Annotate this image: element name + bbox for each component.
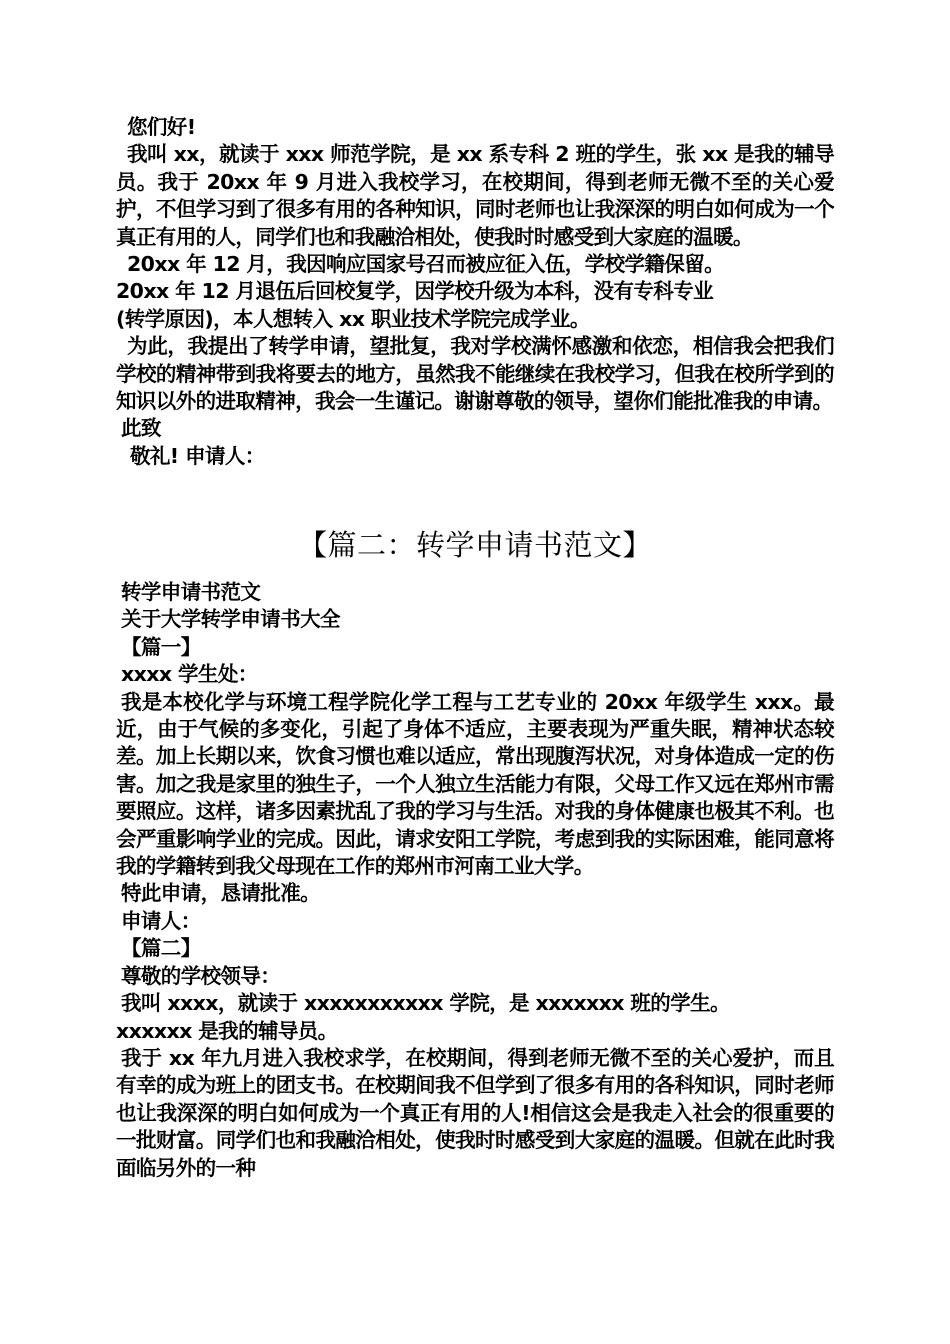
paragraph-enlistment-line-1: 20xx 年 12 月，我因响应国家号召而被应征入伍，学校学籍保留。 bbox=[127, 252, 725, 277]
paragraph-intro: 我叫 xx，就读于 xxx 师范学院，是 xx 系专科 2 班的学生，张 xx 是我的辅导员。我于 20xx 年 9 月进入我校学习，在校期间，得到老师无微不至的关心爱护，不但学习到了很多有用的各种知识，同时老师也让我深深的明白如何成为一个真正有用的人，同学们也和我融洽相处，使我时时感受到大家庭的温暖。 bbox=[116, 142, 834, 249]
paragraph-enlistment-line-2: 20xx 年 12 月退伍后回校复学，因学校升级为本科，没有专科专业 bbox=[116, 279, 714, 304]
part-1-label: 【篇一】 bbox=[121, 634, 201, 659]
greeting: 您们好! bbox=[127, 115, 196, 139]
part-2-intro-line-1: 我叫 xxxx，就读于 xxxxxxxxxxx 学院，是 xxxxxxx 班的学生。 bbox=[121, 991, 730, 1016]
part-1-request: 特此申请，恳请批准。 bbox=[121, 881, 320, 906]
part-2-intro-line-2: xxxxxx 是我的辅导员。 bbox=[116, 1018, 338, 1043]
part-2-label: 【篇二】 bbox=[121, 936, 201, 961]
doc-title: 转学申请书范文 bbox=[121, 580, 261, 604]
part-1-body: 我是本校化学与环境工程学院化学工程与工艺专业的 20xx 年级学生 xxx。最近，由于气候的多变化，引起了身体不适应，主要表现为严重失眠，精神状态较差。加上长期以来，饮食习惯也难以适应，常出现腹泻状况，对身体造成一定的伤害。加之我是家里的独生子，一个人独立生活能力有限，父母工作又远在郑州市需要照应。这样，诸多因素扰乱了我的学习与生活。对我的身体健康也极其不利。也会严重影响学业的完成。因此，请求安阳工学院，考虑到我的实际困难，能同意将我的学籍转到我父母现在工作的郑州市河南工业大学。 bbox=[116, 689, 834, 879]
closing-regards: 此致 bbox=[121, 416, 161, 441]
closing-signature: 敬礼! 申请人： bbox=[130, 443, 265, 468]
part-1-signature: 申请人： bbox=[121, 908, 201, 933]
doc-subtitle: 关于大学转学申请书大全 bbox=[121, 607, 340, 632]
part-1-addressee: xxxx 学生处： bbox=[121, 662, 258, 687]
paragraph-enlistment-line-3: (转学原因)，本人想转入 xx 职业技术学院完成学业。 bbox=[116, 306, 590, 331]
part-2-body: 我于 xx 年九月进入我校求学，在校期间，得到老师无微不至的关心爱护，而且有幸的成为班上的团支书。在校期间我不但学到了很多有用的各科知识，同时老师也让我深深的明白如何成为一个真正有用的人!相信这会是我走入社会的很重要的一批财富。同学们也和我融洽相处，使我时时感受到大家庭的温暖。但就在此时我面临另外的一种 bbox=[116, 1045, 834, 1180]
part-2-addressee: 尊敬的学校领导： bbox=[121, 963, 281, 988]
letter-block-2 bbox=[116, 579, 834, 1182]
letter-block-1 bbox=[116, 114, 834, 470]
paragraph-request: 为此，我提出了转学申请，望批复，我对学校满怀感激和依恋，相信我会把我们学校的精神带到我将要去的地方，虽然我不能继续在我校学习，但我在校所学到的知识以外的进取精神，我会一生谨记。谢谢尊敬的领导，望你们能批准我的申请。 bbox=[116, 334, 834, 414]
section-heading: 【篇二：转学申请书范文】 bbox=[297, 528, 652, 562]
